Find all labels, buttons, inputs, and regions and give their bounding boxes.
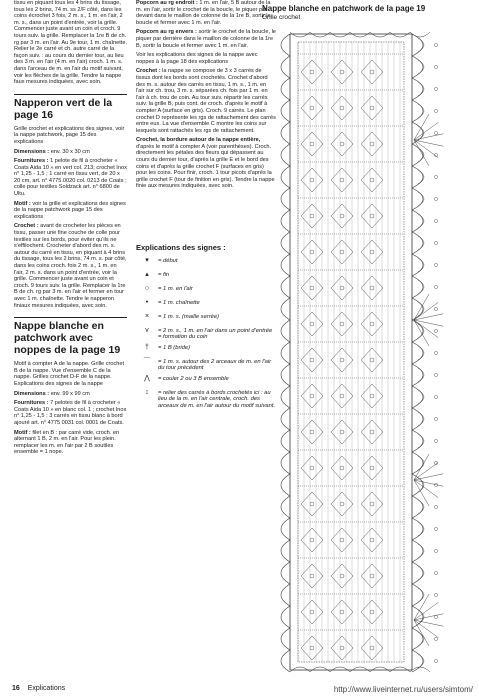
legend-symbol: ▴ bbox=[145, 270, 149, 278]
paragraph bbox=[14, 223, 127, 309]
legend-text: = relier des carrés à bords crochetés ici : au lieu de la m. en l'air centrale, croch. des arceaux de m. en l'air autour du motif suivant. bbox=[158, 390, 276, 410]
legend-row bbox=[136, 272, 276, 282]
grid-motif bbox=[331, 348, 353, 372]
grid-motif bbox=[340, 142, 344, 146]
paragraph-label: Crochet : bbox=[136, 68, 161, 75]
paragraph-text: Grille crochet et explications des signes, voir la nappe patchwork, page 15 des explications bbox=[14, 125, 125, 145]
edging-scallop bbox=[412, 562, 423, 584]
edging-scallop bbox=[281, 606, 290, 628]
grid-motif bbox=[301, 564, 323, 588]
paragraph-text: la nappe se compose de 3 x 3 carrés de tissus dont les bords sont crochetés. Crochet d'abord des m. s. autour des carrés en tissu, 1 m. s., 1 m. en l'air sur ch. trou, 3 m. s. séparées ch. fois par 1 m. en l'air à ch. trou de coin. Au tour suiv. répartir les carrés suiv. la grille B, puis cont. de croch. d'après le motif à compter A (surface en gris). Croch. 9 carrés. Le plan crochet D représente les rgs de rattachement des carrés entre eux. La vue d'ensemble C montre les coins sur lesquels sont rattachés les rgs de rattachement. bbox=[136, 68, 276, 134]
edging-picot bbox=[434, 637, 437, 640]
grid-motif bbox=[370, 358, 374, 362]
legend-text: = 1 m. chaînette bbox=[158, 300, 200, 307]
edging-picot bbox=[434, 659, 437, 662]
paragraph-label: Dimensions : bbox=[14, 148, 50, 155]
paragraph-text: 7 pelotes de fil à crocheter « Coats Aida 10 » en blanc col. 1 ; crochet Inox n° 1,25 - 1,5 ; 3 carrés en tissu blanc à bord ajouré art. n° 4775 0031 col. 0001 de Coats. bbox=[14, 400, 127, 426]
edging-scallop bbox=[281, 100, 290, 122]
footer bbox=[12, 685, 65, 692]
grid-motif bbox=[370, 574, 374, 578]
grid-motif bbox=[340, 610, 344, 614]
edging-scallop bbox=[412, 232, 423, 254]
grid-motif bbox=[301, 420, 323, 444]
grid-motif bbox=[340, 286, 344, 290]
paragraph-label: Crochet : bbox=[14, 223, 39, 230]
intro-paragraph: tissu en piquant tous les 4 brins du tissage, tous les 2 brins, 74 m. ss 2/F côté, dans les coins écrochet 3 fois, 2 m. s., 1 m. en l'air, 2 m. s., dans un point d'entrée, voir la grille. Commencer juste avant un coin et croch. 9 tours suiv. la grille. Remplacer la 1re B de ch. rg par 3 m. en l'air. Au 9e tour, 1 m. chaînette. Relier le 2e carré et ch. autre carré de la façon suiv. : au cours du dernier tour, au lieu des 3 m. en l'air (4 m. en l'air) croch. 1 m. s. dans l'arceau de m. en l'air du motif suivant, voir les flèches de la grille. Tendre la nappe faux mesures indiquées, avec soin. bbox=[14, 0, 128, 86]
grid-motif bbox=[370, 214, 374, 218]
grid-motif bbox=[331, 528, 353, 552]
grid-motif bbox=[331, 456, 353, 480]
edging-scallop bbox=[412, 144, 423, 166]
grid-motif bbox=[361, 240, 383, 264]
legend-row bbox=[136, 328, 276, 341]
edging-scallop bbox=[281, 540, 290, 562]
grid-motif bbox=[340, 178, 344, 182]
grid-motif bbox=[361, 456, 383, 480]
chart-title: Nappe blanche en patchwork de la page 19 bbox=[262, 4, 426, 13]
legend-title: Explications des signes : bbox=[136, 243, 226, 253]
paragraph bbox=[136, 52, 276, 65]
edging-scallop bbox=[281, 56, 290, 78]
grid-motif bbox=[361, 564, 383, 588]
legend-text: = 1 m. en l'air bbox=[158, 286, 193, 293]
edging-scallop bbox=[412, 430, 423, 452]
grid-motif bbox=[370, 394, 374, 398]
edging-scallop bbox=[412, 584, 423, 606]
edging-scallop bbox=[281, 364, 290, 386]
grid-motif bbox=[361, 384, 383, 408]
grid-motif bbox=[340, 502, 344, 506]
edging-picot bbox=[434, 219, 437, 222]
edging-petal bbox=[330, 667, 350, 672]
edging-scallop bbox=[281, 452, 290, 474]
grid-motif bbox=[340, 214, 344, 218]
grid-motif bbox=[370, 538, 374, 542]
grid-motif bbox=[331, 132, 353, 156]
grid-motif bbox=[331, 420, 353, 444]
legend-row bbox=[136, 345, 276, 355]
edging-petal bbox=[310, 32, 330, 37]
grid-motif bbox=[301, 384, 323, 408]
edging-petal bbox=[410, 32, 430, 37]
grid-motif bbox=[340, 394, 344, 398]
grid-motif bbox=[331, 240, 353, 264]
grid-motif bbox=[301, 636, 323, 660]
paragraph-label: Popcorn au rg endroit : bbox=[136, 0, 198, 6]
legend-text: = 1 B (bride) bbox=[158, 345, 190, 352]
edging-scallop bbox=[281, 166, 290, 188]
grid-motif bbox=[361, 420, 383, 444]
grid-motif bbox=[301, 204, 323, 228]
legend-symbol: † bbox=[145, 343, 149, 351]
legend-row bbox=[136, 376, 276, 386]
paragraph-text: d'après le motif à compter A (voir parenthèses). Croch. directement les pétales des fleurs qui dépassent au cours du dernier tour, d'après la grille E et le bord des coins et d'après la grille crochet F (surfaces en gris) pour les coins. Pour finir, croch. 1 tour picots d'après la grille crochet F (tour de finition en gris). Tendre la nappe finie aux mesures indiquées, avec soin. bbox=[136, 143, 275, 190]
edging-scallop bbox=[412, 210, 423, 232]
grid-motif bbox=[310, 394, 314, 398]
grid-motif bbox=[340, 322, 344, 326]
edging-scallop bbox=[281, 342, 290, 364]
edging-fan bbox=[414, 114, 429, 140]
edging-scallop bbox=[412, 298, 423, 320]
paragraph bbox=[136, 29, 276, 49]
paragraph bbox=[14, 149, 127, 156]
grid-motif bbox=[340, 574, 344, 578]
edging-scallop bbox=[412, 408, 423, 430]
edging-fan bbox=[414, 620, 429, 646]
middle-column bbox=[136, 0, 276, 413]
edging-picot bbox=[434, 109, 437, 112]
edging-picot bbox=[434, 307, 437, 310]
grid-motif bbox=[340, 646, 344, 650]
grid-motif bbox=[370, 430, 374, 434]
legend-text: = 1 m. s. (maille serrée) bbox=[158, 314, 219, 321]
edging-scallop bbox=[281, 232, 290, 254]
edging-petal bbox=[390, 32, 410, 37]
edging-picot bbox=[434, 285, 437, 288]
grid-motif bbox=[361, 492, 383, 516]
grid-motif bbox=[361, 348, 383, 372]
popcorn-instructions bbox=[136, 0, 276, 190]
grid-motif bbox=[340, 538, 344, 542]
edging-petal bbox=[310, 667, 330, 672]
grid-motif bbox=[370, 70, 374, 74]
edging-petal bbox=[390, 667, 410, 672]
legend-text: = 2 m. s., 1 m. en l'air dans un point d'entrée = formation du coin bbox=[158, 328, 276, 341]
edging-scallop bbox=[412, 34, 423, 56]
edging-petal bbox=[350, 32, 370, 37]
symbol-legend bbox=[136, 258, 276, 410]
edging-scallop bbox=[281, 474, 290, 496]
grid-motif bbox=[370, 502, 374, 506]
edging-scallop bbox=[412, 386, 423, 408]
grid-motif bbox=[331, 384, 353, 408]
grid-motif bbox=[301, 600, 323, 624]
grid-motif bbox=[301, 96, 323, 120]
section-heading-napperon bbox=[14, 94, 127, 121]
edging-picot bbox=[434, 593, 437, 596]
crochet-grid-diagram bbox=[262, 20, 467, 680]
grid-motif bbox=[310, 466, 314, 470]
edging-scallop bbox=[412, 276, 423, 298]
legend-text: = début bbox=[158, 258, 178, 265]
paragraph-label: Dimensions : bbox=[14, 390, 50, 397]
nappe-instructions bbox=[14, 361, 127, 456]
grid-motif bbox=[310, 214, 314, 218]
grid-motif bbox=[370, 466, 374, 470]
edging-picot bbox=[434, 527, 437, 530]
edging-scallop bbox=[281, 188, 290, 210]
grid-motif bbox=[301, 492, 323, 516]
edging-scallop bbox=[412, 254, 423, 276]
grid-motif bbox=[331, 204, 353, 228]
edging-scallop bbox=[412, 452, 423, 474]
grid-motif bbox=[310, 250, 314, 254]
grid-motif bbox=[301, 132, 323, 156]
paragraph bbox=[14, 126, 127, 146]
edging-scallop bbox=[412, 518, 423, 540]
edging-scallop bbox=[281, 562, 290, 584]
edging-picot bbox=[434, 241, 437, 244]
legend-symbol: ⋀ bbox=[144, 374, 150, 382]
footer-label: Explications bbox=[27, 685, 66, 692]
edging-picot bbox=[434, 395, 437, 398]
paragraph-text: filet en B : par carré vide, croch. en alternant 1 B, 2 m. en l'air. Pour les plein. remplacer les m. en l'air par 2 B soutiles ensemble = 1 nope. bbox=[14, 429, 120, 456]
edging-picot bbox=[434, 549, 437, 552]
grid-motif bbox=[310, 106, 314, 110]
grid-motif bbox=[370, 286, 374, 290]
section-title: Nappe blanche en patchwork avec noppes de la page 19 bbox=[14, 320, 121, 357]
edging-fan bbox=[414, 480, 429, 506]
edging-scallop bbox=[412, 56, 423, 78]
edging-scallop bbox=[281, 584, 290, 606]
left-column bbox=[14, 0, 127, 459]
grid-motif bbox=[331, 564, 353, 588]
edging-picot bbox=[434, 351, 437, 354]
grid-motif bbox=[331, 312, 353, 336]
edging-petal bbox=[330, 32, 350, 37]
grid-motif bbox=[331, 60, 353, 84]
paragraph bbox=[136, 68, 276, 134]
divider bbox=[14, 317, 127, 318]
watermark-url: http://www.liveinternet.ru/users/simtom/ bbox=[333, 685, 473, 694]
paragraph-label: Fournitures : bbox=[14, 158, 49, 165]
edging-picot bbox=[434, 65, 437, 68]
grid-motif bbox=[361, 204, 383, 228]
legend-symbol: ↕ bbox=[145, 388, 149, 396]
grid-motif bbox=[370, 106, 374, 110]
paragraph bbox=[14, 201, 127, 221]
edging-picot bbox=[434, 417, 437, 420]
grid-motif bbox=[331, 636, 353, 660]
edging-picot bbox=[434, 131, 437, 134]
edging-scallop bbox=[281, 518, 290, 540]
edging-picot bbox=[434, 615, 437, 618]
grid-motif bbox=[310, 178, 314, 182]
edging-scallop bbox=[412, 342, 423, 364]
grid-motif bbox=[361, 96, 383, 120]
edging-scallop bbox=[281, 144, 290, 166]
edging-picot bbox=[434, 87, 437, 90]
grid-motif bbox=[340, 358, 344, 362]
chart-subtitle: Grille crochet bbox=[262, 14, 301, 21]
edging-scallop bbox=[281, 320, 290, 342]
paragraph-text: env. 99 x 99 cm bbox=[50, 390, 90, 397]
grid-motif bbox=[370, 322, 374, 326]
grid-motif bbox=[370, 250, 374, 254]
edging-petal bbox=[290, 667, 310, 672]
paragraph-text: sortir le crochet de la boucle, le piquer par derrière dans le maillon de colonne de la 1re B, sortir la boucle et fermer avec 1 m. en l'air. bbox=[136, 29, 276, 49]
edging-scallop bbox=[412, 166, 423, 188]
edging-scallop bbox=[412, 496, 423, 518]
grid-motif bbox=[310, 538, 314, 542]
napperon-instructions bbox=[14, 126, 127, 309]
grid-motif bbox=[310, 646, 314, 650]
edging-petal bbox=[370, 667, 390, 672]
edging-scallop bbox=[281, 276, 290, 298]
grid-motif bbox=[361, 60, 383, 84]
edging-scallop bbox=[281, 628, 290, 650]
edging-scallop bbox=[412, 320, 423, 342]
grid-motif bbox=[361, 600, 383, 624]
grid-motif bbox=[331, 492, 353, 516]
paragraph-text: Motif à compter A de la nappe. Grille crochet B de la nappe. Vue d'ensemble C de la nappe. Grilles crochet D-F de la nappe. Explications des signes de la nappe bbox=[14, 361, 125, 387]
legend-row bbox=[136, 300, 276, 310]
grid-motif bbox=[361, 636, 383, 660]
grid-motif bbox=[370, 646, 374, 650]
legend-row bbox=[136, 286, 276, 296]
grid-motif bbox=[340, 430, 344, 434]
legend-text: = 1 m. s. autour des 2 arceaux de m. en l'air du tour précédent bbox=[158, 359, 276, 372]
grid-motif bbox=[310, 430, 314, 434]
paragraph-text: voir la grille et explications des signes de la nappe patchwork page 15 des explications bbox=[14, 200, 126, 220]
grid-motif bbox=[340, 106, 344, 110]
edging-petal bbox=[370, 32, 390, 37]
paragraph bbox=[14, 400, 127, 426]
grid-motif bbox=[331, 168, 353, 192]
grid-motif bbox=[301, 456, 323, 480]
grid-motif bbox=[361, 132, 383, 156]
grid-motif bbox=[310, 574, 314, 578]
section-title: Napperon vert de la page 16 bbox=[14, 96, 113, 121]
edging-scallop bbox=[412, 188, 423, 210]
paragraph-label: Motif : bbox=[14, 429, 31, 436]
legend-symbol: • bbox=[145, 298, 149, 306]
grid-motif bbox=[340, 466, 344, 470]
paragraph-text: avant de crocheter les pièces en tissu, passer une fine couche de colle pour textiles sur les bords, pour éviter qu'ils ne s'effilochent. Crocheter d'abord des m. s. autour du carré en tissu, en piquant à 4 brins du tissage, tous les 2 brins, 74 m. s. par côté, dans les coins croch. fois 2 m. s., 1 m. en l'air, 2 m. s. dans un point d'entrée, voir la grille. Commencer juste avant un coin et croch. 9 tours suiv. la grille. Remplacer la 1re B de ch. rg par 3 m. en l'air et fermer en tour avec 1 m. chaînette. Tendre le napperon finiaux mesures indiquées, avec soin. bbox=[14, 223, 127, 309]
grid-motif bbox=[340, 250, 344, 254]
edging-scallop bbox=[281, 34, 290, 56]
legend-symbol: ○ bbox=[144, 284, 150, 292]
edging-picot bbox=[434, 175, 437, 178]
paragraph-text: Voir les explications des signes de la nappe avec noppes à la page 18 des explications bbox=[136, 52, 258, 65]
edging-scallop bbox=[412, 100, 423, 122]
grid-motif bbox=[301, 528, 323, 552]
paragraph-label: Fournitures : bbox=[14, 400, 49, 407]
grid-motif bbox=[310, 286, 314, 290]
edging-scallop bbox=[412, 628, 423, 650]
grid-motif bbox=[370, 178, 374, 182]
legend-row bbox=[136, 390, 276, 410]
grid-motif bbox=[361, 312, 383, 336]
legend-text: = couler 2 ou 3 B ensemble bbox=[158, 376, 229, 383]
edging-scallop bbox=[281, 386, 290, 408]
grid-motif bbox=[310, 142, 314, 146]
edging-petal bbox=[290, 32, 310, 37]
edging-picot bbox=[434, 197, 437, 200]
edging-fan bbox=[414, 140, 429, 166]
paragraph bbox=[14, 361, 127, 387]
edging-scallop bbox=[281, 430, 290, 452]
grid-motif bbox=[331, 96, 353, 120]
paragraph-label: Popcorn au rg envers : bbox=[136, 29, 197, 36]
edging-scallop bbox=[412, 606, 423, 628]
grid-motif bbox=[340, 70, 344, 74]
paragraph-label: Crochet, la bordure autour de la nappe entière, bbox=[136, 137, 261, 144]
grid-motif bbox=[301, 348, 323, 372]
edging-fan bbox=[414, 294, 429, 320]
paragraph bbox=[136, 137, 276, 190]
grid-motif bbox=[361, 276, 383, 300]
edging-fan bbox=[414, 320, 429, 346]
grid-motif bbox=[301, 240, 323, 264]
edging-picot bbox=[434, 505, 437, 508]
edging-petal bbox=[350, 667, 370, 672]
paragraph bbox=[136, 0, 276, 26]
edging-picot bbox=[434, 43, 437, 46]
grid-motif bbox=[370, 610, 374, 614]
edging-scallop bbox=[412, 540, 423, 562]
edging-scallop bbox=[281, 408, 290, 430]
edging-fan bbox=[414, 594, 429, 620]
paragraph bbox=[14, 158, 127, 198]
grid-motif bbox=[301, 276, 323, 300]
paragraph-text: 1 pelote de fil à crocheter « Coats Aida 10 » en vert col. 213; crochet Inox n° 1,25 - 1,5 ; 1 carré en tissu vert, de 20 x 20 cm, art. n° 4775.0020 col. 0213 de Coats ; colle pour textiles Soldzack art. n° 6800 de Ultu. bbox=[14, 158, 127, 198]
grid-motif bbox=[310, 322, 314, 326]
grid-motif bbox=[301, 168, 323, 192]
legend-text: = fin bbox=[158, 272, 169, 279]
paragraph bbox=[14, 391, 127, 398]
edging-picot bbox=[434, 263, 437, 266]
grid-motif bbox=[361, 168, 383, 192]
paragraph-label: Motif : bbox=[14, 200, 31, 207]
legend-symbol: × bbox=[144, 312, 150, 320]
paragraph-text: 1 m. en l'air, 5 B autour de la m. en l'air, sortir le crochet de la boucle, le piquer par devant dans le maillon de colonne de la 1re B, sortir la boucle et fermer avec 1 m. en l'air. bbox=[136, 0, 271, 26]
edging-scallop bbox=[281, 254, 290, 276]
edging-scallop bbox=[281, 122, 290, 144]
edging-scallop bbox=[281, 78, 290, 100]
legend-symbol: ⋎ bbox=[144, 326, 150, 334]
edging-picot bbox=[434, 329, 437, 332]
legend-row bbox=[136, 314, 276, 324]
grid-motif bbox=[310, 358, 314, 362]
grid-motif bbox=[310, 502, 314, 506]
grid-motif bbox=[370, 142, 374, 146]
grid-motif bbox=[301, 312, 323, 336]
edging-picot bbox=[434, 373, 437, 376]
legend-symbol: ⌒ bbox=[143, 357, 151, 365]
edging-scallop bbox=[412, 650, 423, 672]
edging-scallop bbox=[281, 496, 290, 518]
edging-scallop bbox=[412, 364, 423, 386]
edging-picot bbox=[434, 571, 437, 574]
divider bbox=[14, 94, 127, 95]
edging-scallop bbox=[281, 298, 290, 320]
grid-motif bbox=[310, 610, 314, 614]
legend-row bbox=[136, 258, 276, 268]
legend-symbol: ▾ bbox=[145, 256, 149, 264]
edging-fan bbox=[414, 454, 429, 480]
edging-scallop bbox=[412, 78, 423, 100]
grid-motif bbox=[310, 70, 314, 74]
section-heading-nappe bbox=[14, 317, 127, 356]
page-number: 16 bbox=[12, 685, 20, 692]
paragraph bbox=[14, 430, 127, 456]
grid-motif bbox=[331, 276, 353, 300]
grid-motif bbox=[301, 60, 323, 84]
paragraph-text: env. 30 x 30 cm bbox=[50, 148, 90, 155]
legend-row bbox=[136, 359, 276, 372]
grid-motif bbox=[361, 528, 383, 552]
edging-picot bbox=[434, 439, 437, 442]
edging-scallop bbox=[281, 210, 290, 232]
edging-scallop bbox=[281, 650, 290, 672]
grid-motif bbox=[331, 600, 353, 624]
